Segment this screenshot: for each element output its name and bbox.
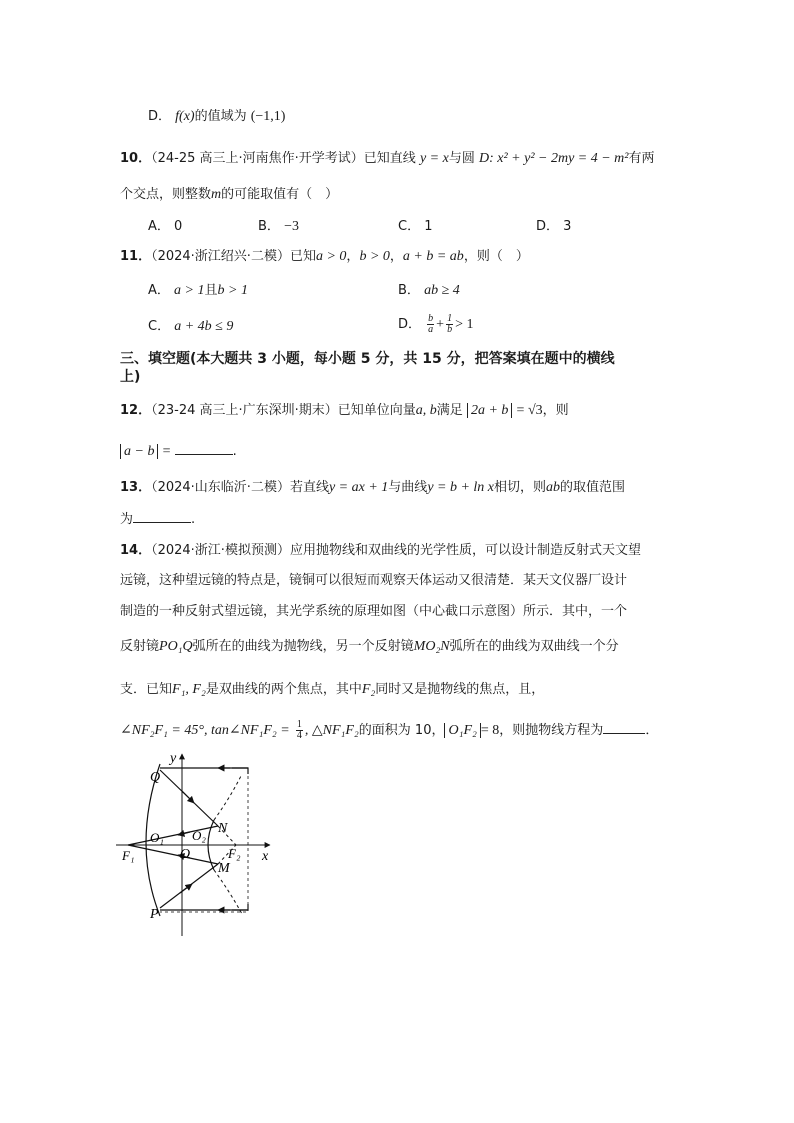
fraction-one-quarter: $\frac{1}{4}$ [296, 719, 302, 741]
label-f2: F₂ [228, 846, 241, 861]
q13-stem-line1: 13．（2024·山东临沂·二模）若直线y = ax + 1与曲线y = b + ln x相切，则ab的取值范围 [120, 480, 626, 495]
q11-option-c: C． a + 4b ≤ 9 [148, 319, 234, 334]
q11-option-a: A． a > 1且b > 1 [148, 283, 248, 298]
fraction-1-over-b: $\frac{1}{b}$ [447, 313, 453, 335]
label-q: Q [150, 770, 161, 785]
ray-q-to-n-arrow [182, 791, 194, 803]
q10-option-d: D． 3 [536, 219, 572, 234]
q10-option-a: A． 0 [148, 219, 183, 234]
frame-top-right [232, 768, 248, 774]
section-3-heading: 三、填空题(本大题共 3 小题，每小题 5 分，共 15 分，把答案填在题中的横线 上) [120, 351, 615, 385]
q14-stem-line6: ∠NF₂F₁ = 45°, tan∠NF₁F₂ = $\frac{1}{4}$ , △NF₁F₂的面积为 10， O₁F₂ = 8，则抛物线方程为 ． [120, 719, 659, 741]
ray-m-to-f1 [128, 845, 218, 864]
hyperbola-dashed-lower [214, 870, 242, 914]
label-f1: F₁ [122, 848, 135, 863]
label-n: N [218, 821, 228, 836]
q12-stem-line2: a − b = . [120, 442, 237, 461]
q10-option-b: B． −3 [258, 219, 299, 234]
label-o: O [180, 847, 191, 862]
label-y: y [170, 751, 177, 766]
q10-stem-line1: 10．（24-25 高三上·河南焦作·开学考试）已知直线 y = x与圆 D: x² + y² − 2my = 4 − m²有两 [120, 151, 655, 166]
q13-stem-line2: 为 . [120, 512, 196, 527]
q9-option-d: D． f(x)的值域为 (−1,1) [148, 109, 286, 124]
answer-blank[interactable] [603, 721, 645, 734]
q11-option-d: D． $\frac{b}{a}$ + $\frac{1}{b}$ > 1 [398, 313, 474, 335]
telescope-diagram [112, 748, 292, 938]
frame-bottom-right [232, 904, 248, 910]
label-o1: O₁ [150, 830, 164, 845]
fraction-b-over-a: $\frac{b}{a}$ [428, 313, 434, 335]
label-p: P [150, 907, 159, 922]
q14-stem-line5: 支．已知F₁, F₂是双曲线的两个焦点，其中F₂同时又是抛物线的焦点，且， [120, 682, 545, 697]
q11-option-b: B． ab ≥ 4 [398, 283, 460, 298]
q11-stem: 11．（2024·浙江绍兴·二模）已知a > 0，b > 0，a + b = ab，则（ ） [120, 249, 529, 264]
q14-stem-line4: 反射镜PO₁Q弧所在的曲线为抛物线，另一个反射镜MO₂N弧所在的曲线为双曲线一个分 [120, 639, 619, 654]
label-o2: O₂ [192, 828, 206, 843]
q10-stem-line2: 个交点，则整数m的可能取值有（ ） [120, 187, 339, 202]
q14-stem-line1: 14．（2024·浙江·模拟预测）应用抛物线和双曲线的光学性质，可以设计制造反射式天文望 [120, 543, 641, 558]
label-m: M [218, 861, 230, 876]
q14-stem-line2: 远镜，这种望远镜的特点是，镜铜可以很短而观察天体运动又很清楚．某天文仪器厂设计 [120, 573, 628, 588]
q10-option-c: C． 1 [398, 219, 433, 234]
answer-blank[interactable] [175, 442, 233, 455]
label-x: x [262, 849, 269, 864]
hyperbola-dashed-upper [214, 774, 242, 820]
q12-stem-line1: 12．（23-24 高三上·广东深圳·期末）已知单位向量a, b满足 2a + b = √3，则 [120, 403, 569, 418]
q14-stem-line3: 制造的一种反射式望远镜，其光学系统的原理如图（中心截口示意图）所示．其中，一个 [120, 604, 628, 619]
answer-blank[interactable] [133, 510, 191, 523]
